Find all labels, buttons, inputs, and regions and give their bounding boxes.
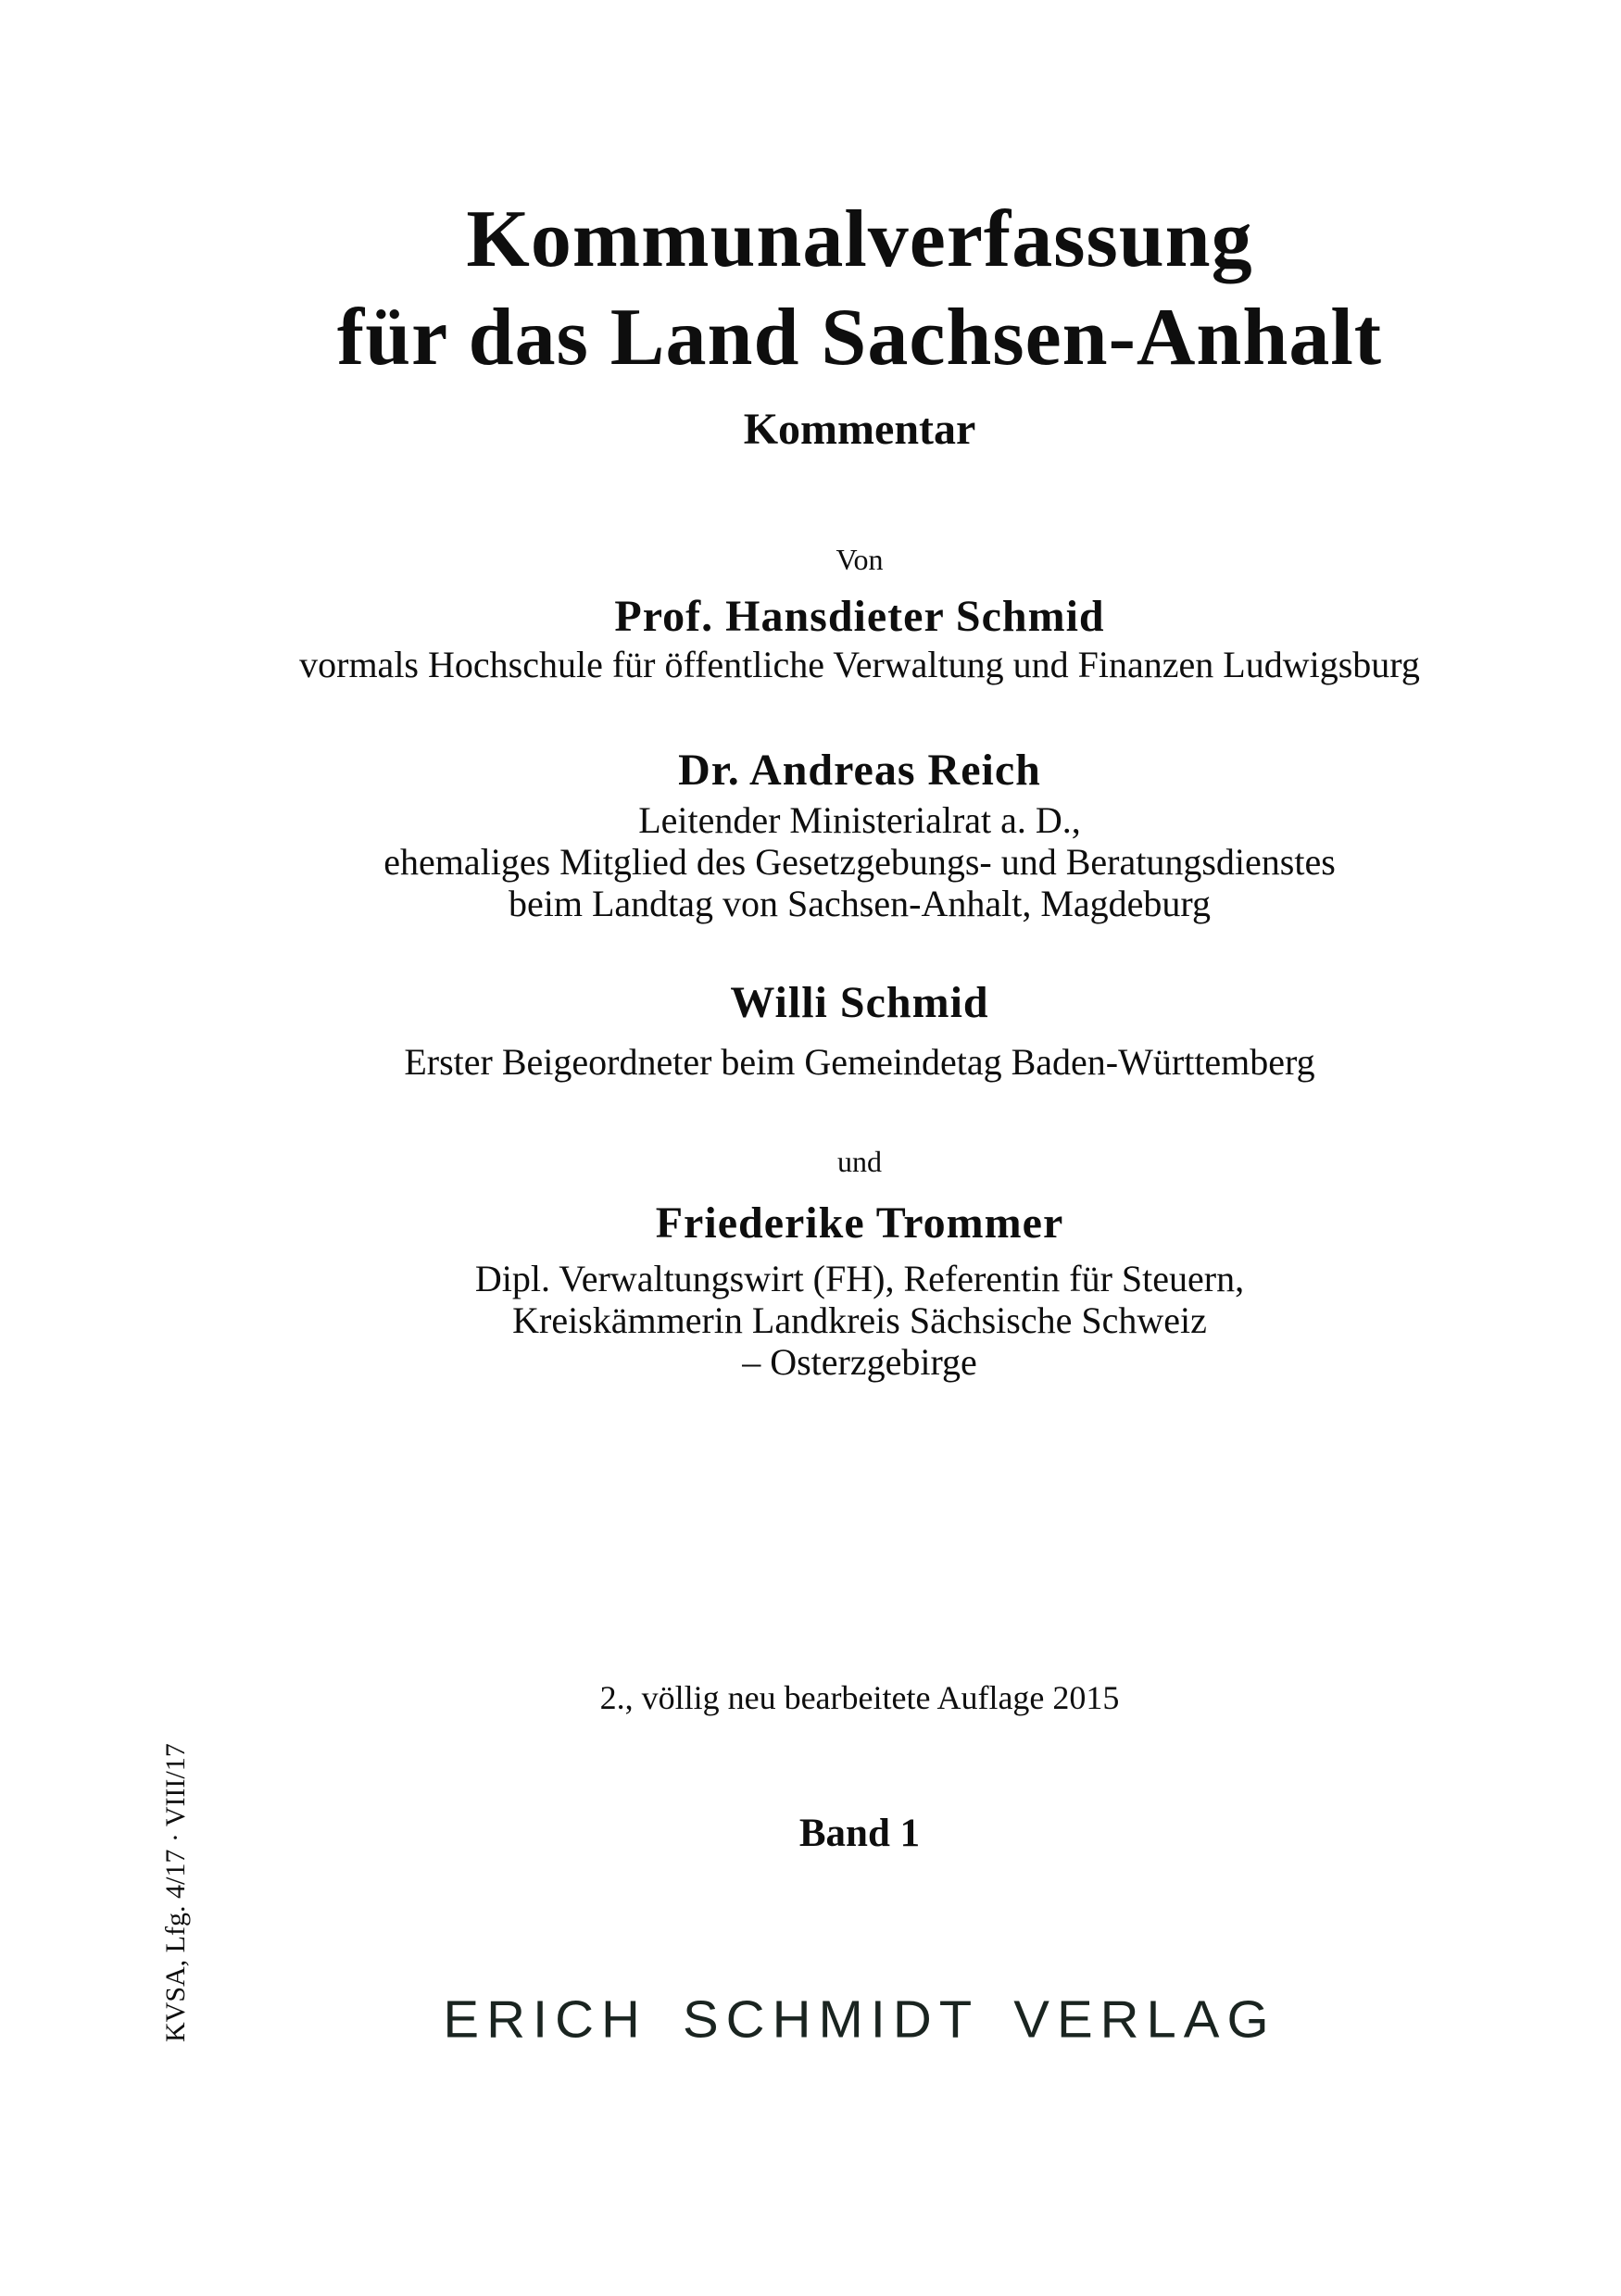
- author-4-affiliation-line-1: Dipl. Verwaltungswirt (FH), Referentin für Steuern,: [474, 1258, 1245, 1299]
- author-2-name: Dr. Andreas Reich: [678, 746, 1041, 795]
- edition-note: 2., völlig neu bearbeitete Auflage 2015: [599, 1679, 1120, 1716]
- author-3-name: Willi Schmid: [730, 978, 989, 1027]
- book-title-line-2: für das Land Sachsen-Anhalt: [336, 293, 1383, 383]
- author-1-affiliation: vormals Hochschule für öffentliche Verwaltung und Finanzen Ludwigsburg: [299, 644, 1420, 685]
- book-title: [49, 191, 1621, 387]
- author-1-name: Prof. Hansdieter Schmid: [614, 592, 1105, 641]
- author-4-affiliation-line-3: – Osterzgebirge: [742, 1341, 977, 1383]
- author-2-affiliation-line-2: ehemaliges Mitglied des Gesetzgebungs- und Beratungsdienstes: [383, 841, 1336, 883]
- author-4-affiliation: [49, 1258, 1621, 1383]
- byline: Von: [836, 543, 884, 576]
- author-2-affiliation: [49, 799, 1621, 924]
- author-4-name: Friederike Trommer: [655, 1198, 1064, 1248]
- author-2-affiliation-line-1: Leitender Ministerialrat a. D.,: [638, 799, 1081, 841]
- book-title-line-1: Kommunalverfassung: [466, 194, 1253, 284]
- author-4-affiliation-line-2: Kreiskämmerin Landkreis Sächsische Schweiz: [512, 1299, 1207, 1341]
- volume-label: Band 1: [798, 1812, 921, 1855]
- book-subtitle: Kommentar: [743, 405, 976, 454]
- conjunction: und: [837, 1145, 882, 1178]
- author-3-affiliation: Erster Beigeordneter beim Gemeindetag Baden-Württemberg: [404, 1041, 1315, 1083]
- spine-edition-code: KVSA, Lfg. 4/17 · VIII/17: [160, 1743, 191, 2042]
- author-2-affiliation-line-3: beim Landtag von Sachsen-Anhalt, Magdeburg: [509, 883, 1211, 924]
- publisher-logo: ERICH SCHMIDT VERLAG: [443, 1989, 1276, 2050]
